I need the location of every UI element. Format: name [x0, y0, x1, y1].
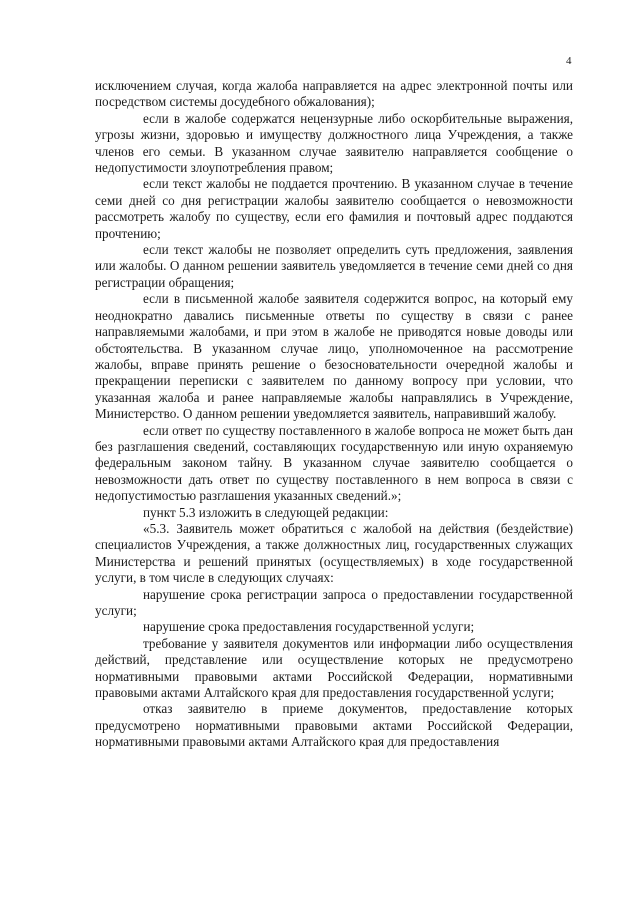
paragraph-2: если в жалобе содержатся нецензурные либо оскорбительные выражения, угрозы жизни, здоровью и имуществу должностного лица Учреждения, а также членов его семьи. В указанном случае заявителю направляется сообщение о недопустимости злоупотребления правом; [95, 110, 573, 176]
paragraph-9: нарушение срока регистрации запроса о предоставлении государственной услуги; [95, 586, 573, 618]
page-number: 4 [566, 55, 572, 67]
paragraph-5: если в письменной жалобе заявителя содержится вопрос, на который ему неоднократно давались письменные ответы по существу в связи с ранее направляемыми жалобами, и при этом в жалобе не приводятся новые доводы или обстоятельства. В указанном случае лицо, уполномоченное на рассмотрение жалобы, вправе принять решение о безосновательности очередной жалобы и прекращении переписки с заявителем по данному вопросу при условии, что указанная жалоба и ранее направляемые жалобы направлялись в Учреждение, Министерство. О данном решении уведомляется заявитель, направивший жалобу. [95, 291, 573, 422]
paragraph-6: если ответ по существу поставленного в жалобе вопроса не может быть дан без разглашения сведений, составляющих государственную или иную охраняемую федеральным законом тайну. В указанном случае заявителю сообщается о невозможности дать ответ по существу поставленного в нем вопроса в связи с недопустимостью разглашения указанных сведений.»; [95, 422, 573, 504]
paragraph-11: требование у заявителя документов или информации либо осуществления действий, представление или осуществление которых не предусмотрено нормативными правовыми актами Российской Федерации, нормативными правовыми актами Алтайского края для предоставления государственной услуги; [95, 635, 573, 701]
paragraph-8: «5.3. Заявитель может обратиться с жалобой на действия (бездействие) специалистов Учреждения, а также должностных лиц, государственных служащих Министерства и решений принятых (осуществляемых) в ходе государственной услуги, в том числе в следующих случаях: [95, 520, 573, 586]
paragraph-3: если текст жалобы не поддается прочтению. В указанном случае в течение семи дней со дня регистрации жалобы заявителю сообщается о невозможности рассмотреть жалобу по существу, если его фамилия и почтовый адрес поддаются прочтению; [95, 176, 573, 241]
paragraph-7: пункт 5.3 изложить в следующей редакции: [143, 504, 389, 520]
paragraph-12: отказ заявителю в приеме документов, предоставление которых предусмотрено нормативными правовыми актами Российской Федерации, нормативными правовыми актами Алтайского края для предоставления [95, 701, 573, 750]
paragraph-1: исключением случая, когда жалоба направляется на адрес электронной почты или посредством системы досудебного обжалования); [95, 78, 573, 110]
paragraph-4: если текст жалобы не позволяет определить суть предложения, заявления или жалобы. О данном решении заявитель уведомляется в течение семи дней со дня регистрации обращения; [95, 242, 573, 290]
paragraph-10: нарушение срока предоставления государственной услуги; [143, 619, 475, 635]
document-body [95, 78, 573, 751]
